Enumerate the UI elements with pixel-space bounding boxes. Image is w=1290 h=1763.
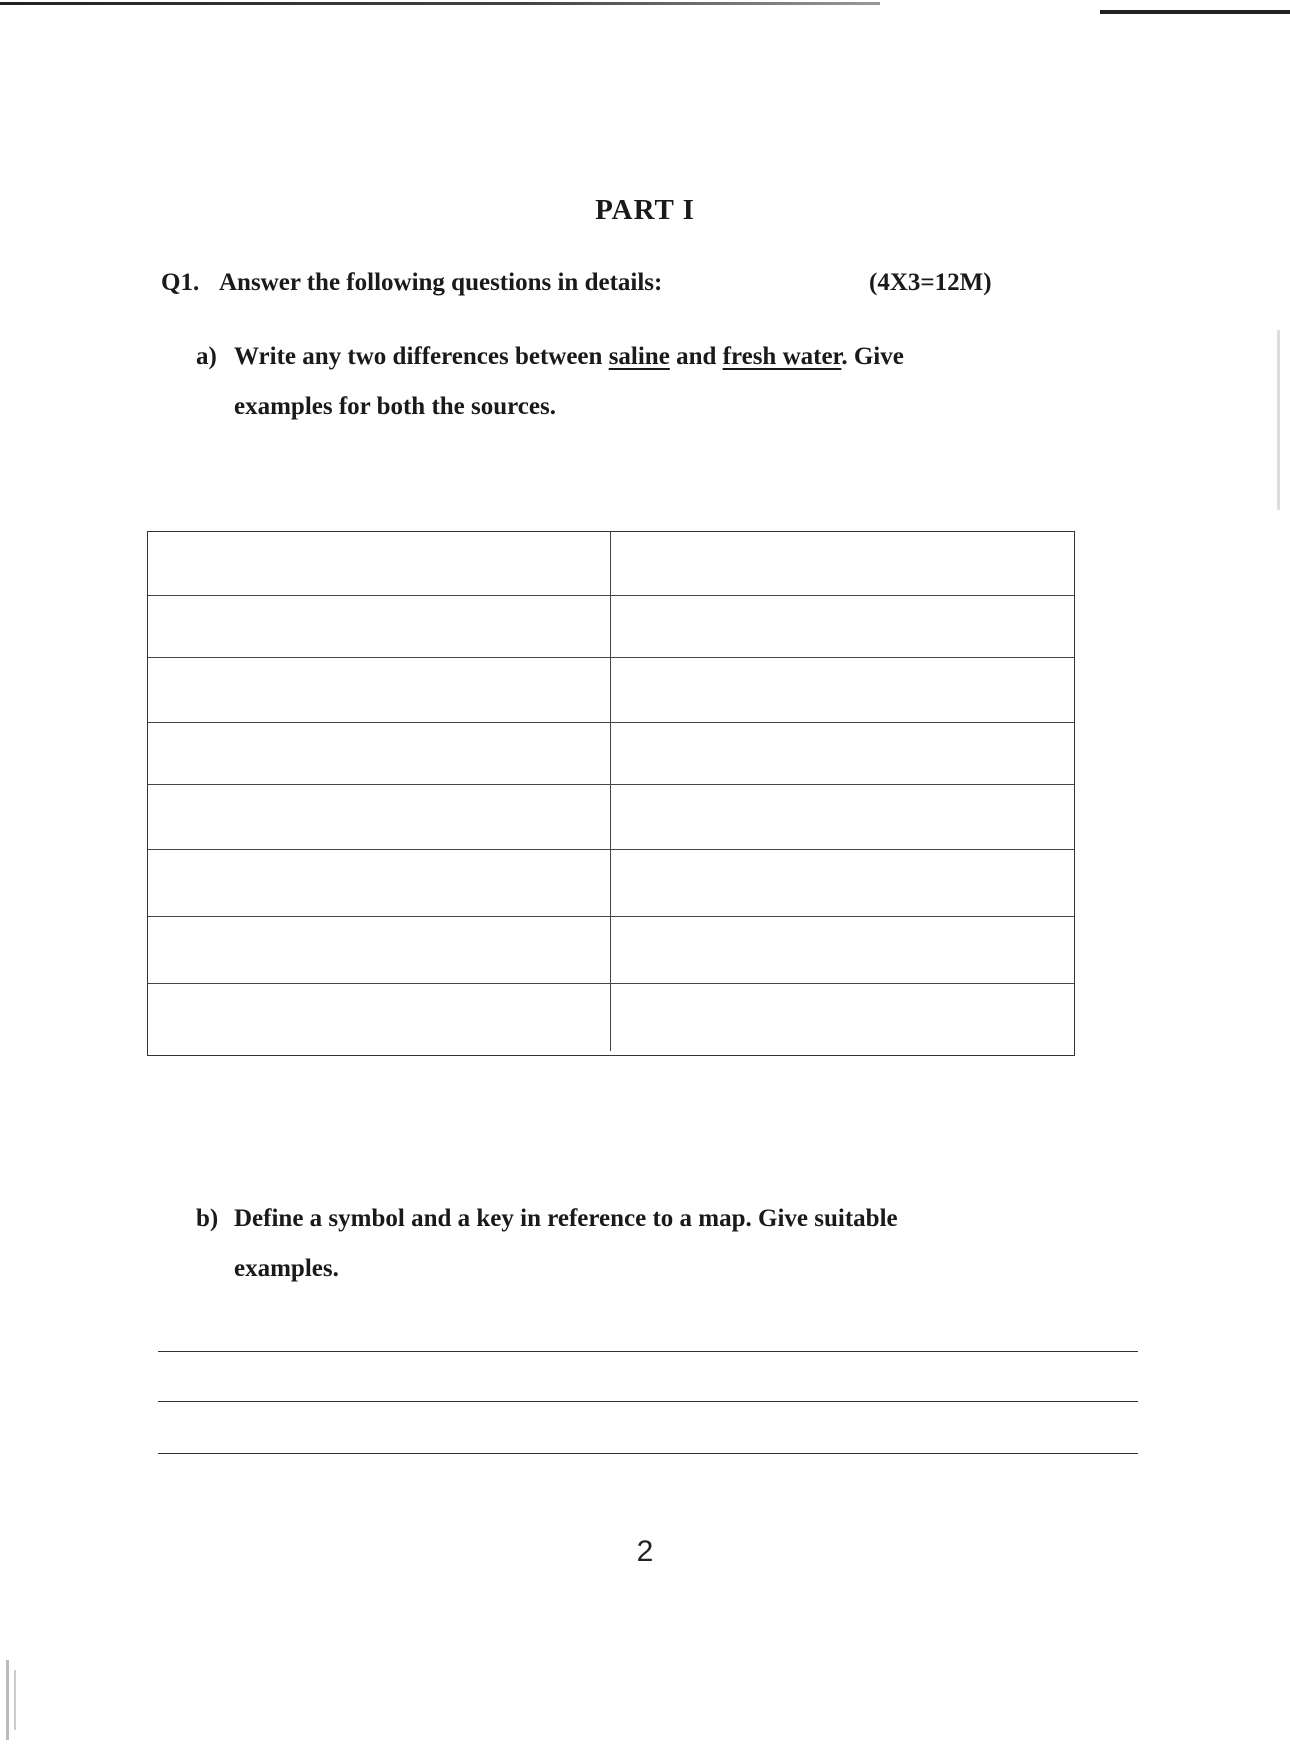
question-instruction: Answer the following questions in details: [219, 269, 663, 296]
table-cell[interactable] [611, 984, 1074, 1051]
table-cell[interactable] [611, 658, 1074, 723]
question-header [161, 269, 1021, 297]
sub-question-b [196, 1194, 1076, 1294]
scan-edge-right [1277, 330, 1280, 510]
scan-edge-left-secondary [14, 1670, 16, 1730]
table-cell[interactable] [148, 785, 611, 850]
question-number: Q1. [161, 269, 200, 296]
underlined-term-saline: saline [608, 343, 670, 370]
table-cell[interactable] [611, 785, 1074, 850]
sub-question-b-line2: examples. [234, 1255, 339, 1282]
sub-question-a-label: a) [196, 343, 217, 370]
question-marks: (4X3=12M) [869, 269, 992, 296]
table-cell[interactable] [148, 532, 611, 596]
sub-question-a-tail: . Give [841, 343, 904, 370]
part-title: PART I [595, 194, 695, 226]
answer-line[interactable] [158, 1401, 1138, 1402]
sub-question-a-line1 [196, 332, 1076, 382]
underlined-term-fresh-water: fresh water [722, 343, 842, 370]
table-cell[interactable] [611, 850, 1074, 917]
table-cell[interactable] [611, 596, 1074, 658]
table-cell[interactable] [148, 596, 611, 658]
sub-question-b-label: b) [196, 1205, 219, 1232]
table-cell[interactable] [148, 917, 611, 984]
table-cell[interactable] [148, 658, 611, 723]
sub-question-b-text: Define a symbol and a key in reference to a map. Give suitable [234, 1205, 898, 1232]
sub-question-b-line1 [196, 1194, 1076, 1244]
table-cell[interactable] [611, 723, 1074, 785]
table-cell[interactable] [148, 850, 611, 917]
table-cell[interactable] [148, 723, 611, 785]
scan-edge-top [0, 2, 880, 5]
scan-edge-left [6, 1660, 9, 1740]
table-cell[interactable] [611, 917, 1074, 984]
table-cell[interactable] [148, 984, 611, 1051]
page-number: 2 [636, 1535, 654, 1568]
table-cell[interactable] [611, 532, 1074, 596]
sub-question-a-connector: and [669, 343, 723, 370]
answer-line[interactable] [158, 1453, 1138, 1454]
sub-question-a-line2: examples for both the sources. [234, 393, 556, 420]
sub-question-a-text: Write any two differences between [234, 343, 609, 370]
sub-question-a [196, 332, 1076, 432]
answer-line[interactable] [158, 1351, 1138, 1352]
answer-table [147, 531, 1075, 1056]
scan-edge-top-right [1100, 10, 1290, 14]
